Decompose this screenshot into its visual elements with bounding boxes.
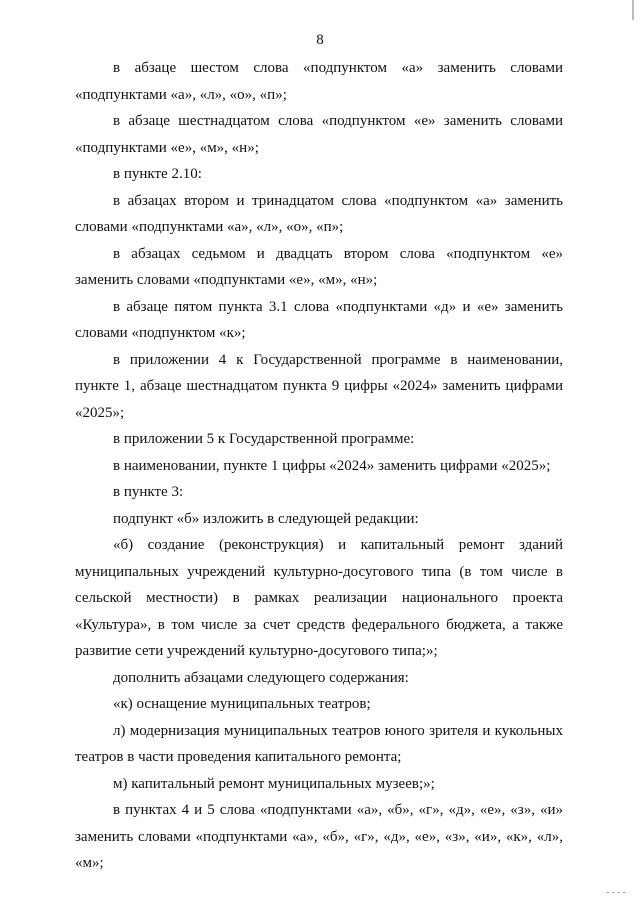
- document-body: [75, 55, 563, 877]
- paragraph-5: в абзацах седьмом и двадцать втором слова «подпунктом «е» заменить словами «подпунктами «е», «м», «н»;: [75, 245, 563, 288]
- paragraph-9: в наименовании, пункте 1 цифры «2024» заменить цифрами «2025»;: [113, 457, 551, 474]
- paragraph-11: подпункт «б» изложить в следующей редакции:: [113, 510, 419, 527]
- paragraph-3: в пункте 2.10:: [113, 166, 202, 182]
- paragraph-4: в абзацах втором и тринадцатом слова «подпунктом «а» заменить словами «подпунктами «а», «л», «о», «п»;: [75, 192, 563, 235]
- paragraph-7: в приложении 4 к Государственной программе в наименовании, пункте 1, абзаце шестнадцатом пункта 9 цифры «2024» заменить цифрами «2025»;: [75, 351, 563, 421]
- page-number: 8: [316, 32, 324, 48]
- paragraph-12: «б) создание (реконструкция) и капитальный ремонт зданий муниципальных учреждений культурно-досугового типа (в том числе в сельской местности) в рамках реализации национального проекта «Культура», в том числе за счет средств федерального бюджета, а также развитие сети учреждений культурно-досугового типа;»;: [75, 537, 563, 659]
- paragraph-6: в абзаце пятом пункта 3.1 слова «подпунктами «д» и «е» заменить словами «подпунктом «к»;: [75, 298, 563, 341]
- paragraph-1: в абзаце шестом слова «подпунктом «а» заменить словами «подпунктами «а», «л», «о», «п»;: [75, 60, 563, 103]
- paragraph-14: «к) оснащение муниципальных театров;: [113, 696, 371, 712]
- paragraph-16: м) капитальный ремонт муниципальных музеев;»;: [113, 775, 435, 792]
- paragraph-17: в пунктах 4 и 5 слова «подпунктами «а», «б», «г», «д», «е», «з», «и» заменить словами «подпунктами «а», «б», «г», «д», «е», «з», «и», «к», «л», «м»;: [75, 802, 563, 871]
- paragraph-10: в пункте 3:: [113, 484, 184, 500]
- scan-corner-mark: [606, 882, 626, 893]
- paragraph-15: л) модернизация муниципальных театров юного зрителя и кукольных театров в части проведения капитального ремонта;: [75, 722, 563, 765]
- paragraph-13: дополнить абзацами следующего содержания:: [113, 669, 409, 686]
- scan-edge-mark: [632, 0, 634, 20]
- paragraph-8: в приложении 5 к Государственной программе:: [113, 431, 415, 447]
- paragraph-2: в абзаце шестнадцатом слова «подпунктом «е» заменить словами «подпунктами «е», «м», «н»;: [75, 113, 563, 156]
